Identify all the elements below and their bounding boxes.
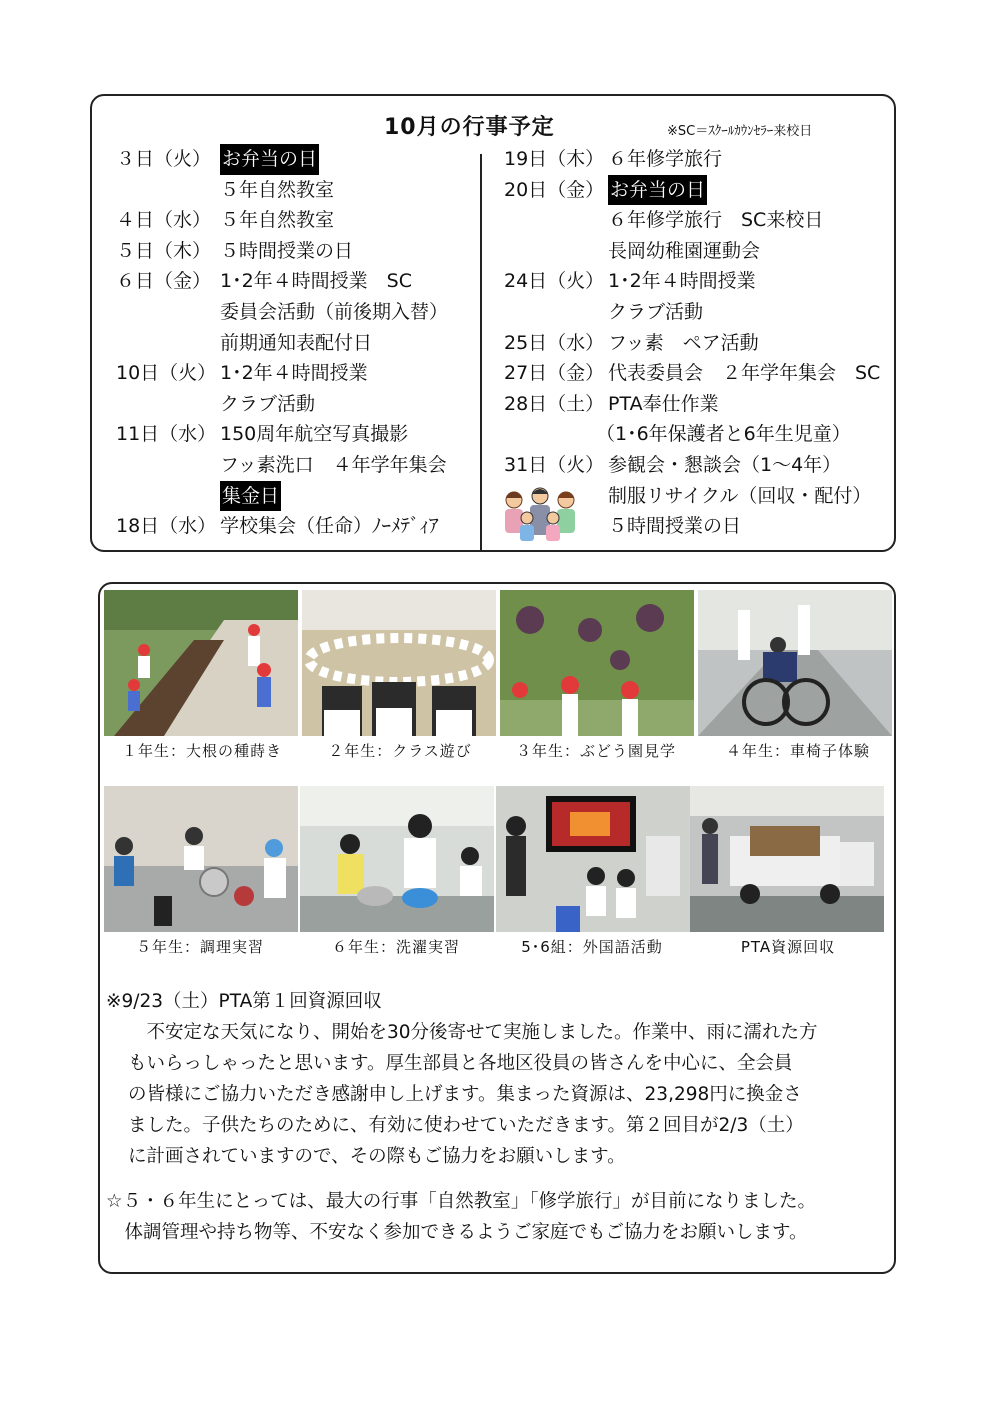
schedule-event: 150周年航空写真撮影 [220,423,409,446]
schedule-event: 代表委員会 ２年学年集会 SC [608,362,881,385]
notice-line: ました。子供たちのために、有効に使わせていただきます。第２回目が2/3（土） [128,1115,804,1136]
photo-laundry [300,786,494,932]
schedule-date: 19日（木） [504,148,605,170]
caption-5: ５年生：調理実習 [135,938,264,956]
schedule-date: 25日（水） [504,331,605,354]
schedule-date: 20日（金） [504,178,605,201]
highlight-event: お弁当の日 [608,175,707,206]
family-illustration [500,482,580,546]
schedule-event: 前期通知表配付日 [220,331,373,354]
notice-line: に計画されていますので、その際もご協力をお願いします。 [128,1146,626,1167]
star-line: ☆５・６年生にとっては、最大の行事「自然教室」「修学旅行」が目前になりました。 [106,1191,816,1212]
schedule-event: フッ素洗口 ４年学年集会 [220,453,447,476]
schedule-row [504,450,896,481]
schedule-row [116,144,476,175]
schedule-left-column [116,144,476,542]
photo-class-game [302,590,496,736]
schedule-title: 10月の行事予定 [384,115,555,140]
schedule-event: ６年修学旅行 [608,148,723,170]
schedule-event: クラブ活動 [608,300,704,323]
schedule-date: 31日（火） [504,453,605,476]
caption-8: PTA資源回収 [740,938,836,956]
schedule-date: 18日（水） [116,515,217,538]
schedule-event: 長岡幼稚園運動会 [608,239,761,262]
photo-cooking [104,786,298,932]
schedule-row [504,389,896,420]
highlight-event: 集金日 [220,481,281,512]
notice-line: 不安定な天気になり、開始を30分後寄せて実施しました。作業中、雨に濡れた方 [128,1022,818,1043]
schedule-row [116,450,476,481]
schedule-row [504,205,896,236]
schedule-event: 学校集会（任命）ﾉｰﾒﾃﾞｨｱ [220,515,439,538]
schedule-row [504,175,896,206]
schedule-row [116,205,476,236]
schedule-row [504,328,896,359]
schedule-event: クラブ活動 [220,392,316,415]
schedule-date: 11日（水） [116,423,217,446]
schedule-event: ５年自然教室 [220,178,335,201]
photo-radish-sowing [104,590,298,736]
highlight-event: お弁当の日 [220,144,319,175]
schedule-event: 制服リサイクル（回収・配付） [608,484,872,507]
schedule-row [116,389,476,420]
photo-pta-recycling [690,786,884,932]
schedule-date: 27日（金） [504,362,605,385]
schedule-box [90,94,896,552]
schedule-date: ３日（火） [116,148,212,170]
schedule-event: ５時間授業の日 [220,239,354,262]
caption-4: ４年生：車椅子体験 [725,742,870,760]
schedule-row [504,236,896,267]
schedule-date: ４日（水） [116,209,212,232]
schedule-date: 10日（火） [116,362,217,385]
caption-1: １年生：大根の種蒔き [121,742,282,760]
schedule-row [504,144,896,175]
schedule-date: ６日（金） [116,270,212,293]
schedule-date: 24日（火） [504,270,605,293]
notice-line: もいらっしゃったと思います。厚生部員と各地区役員の皆さんを中心に、全会員 [128,1053,793,1074]
caption-3: ３年生：ぶどう園見学 [515,742,676,760]
notice-heading: ※9/23（土）PTA第１回資源回収 [106,991,382,1012]
photo-grape-farm [500,590,694,736]
schedule-event: 1･2年４時間授業 [608,270,756,293]
photo-wheelchair [698,590,892,736]
star-line: 体調管理や持ち物等、不安なく参加できるようご家庭でもご協力をお願いします。 [106,1222,808,1243]
schedule-event: 委員会活動（前後期入替） [220,300,449,323]
notice-line: の皆様にご協力いただき感謝申し上げます。集まった資源は、23,298円に換金さ [128,1084,802,1105]
schedule-date: ５日（木） [116,239,212,262]
schedule-row [116,419,476,450]
schedule-event: 参観会・懇談会（1～4年） [608,453,842,476]
schedule-event: 1･2年４時間授業 [220,362,368,385]
schedule-row [504,266,896,297]
schedule-row [504,419,896,450]
caption-2: ２年生：クラス遊び [328,742,472,760]
schedule-note: ※SC＝ｽｸｰﾙｶｳﾝｾﾗｰ来校日 [667,124,813,139]
schedule-event: （1･6年保護者と6年生児童） [596,423,851,446]
schedule-event: ５年自然教室 [220,209,335,232]
schedule-row [504,297,896,328]
schedule-row [116,481,476,512]
schedule-row [116,511,476,542]
column-divider [480,154,482,552]
schedule-row [116,266,476,297]
schedule-row [504,358,896,389]
photo-report-box [98,582,896,1274]
schedule-event: ６年修学旅行 SC来校日 [608,209,824,232]
caption-7: 5･6組：外国語活動 [521,938,663,956]
schedule-date: 28日（土） [504,392,605,415]
notice-text [106,986,892,1248]
schedule-row [116,358,476,389]
schedule-row [116,175,476,206]
schedule-event: PTA奉仕作業 [608,392,719,415]
schedule-event: 1･2年４時間授業 SC [220,270,413,293]
schedule-event: フッ素 ペア活動 [608,331,759,354]
schedule-row [116,297,476,328]
caption-6: ６年生：洗濯実習 [331,938,460,956]
photo-foreign-language [496,786,690,932]
schedule-event: ５時間授業の日 [608,515,742,538]
schedule-row [116,328,476,359]
schedule-row [116,236,476,267]
